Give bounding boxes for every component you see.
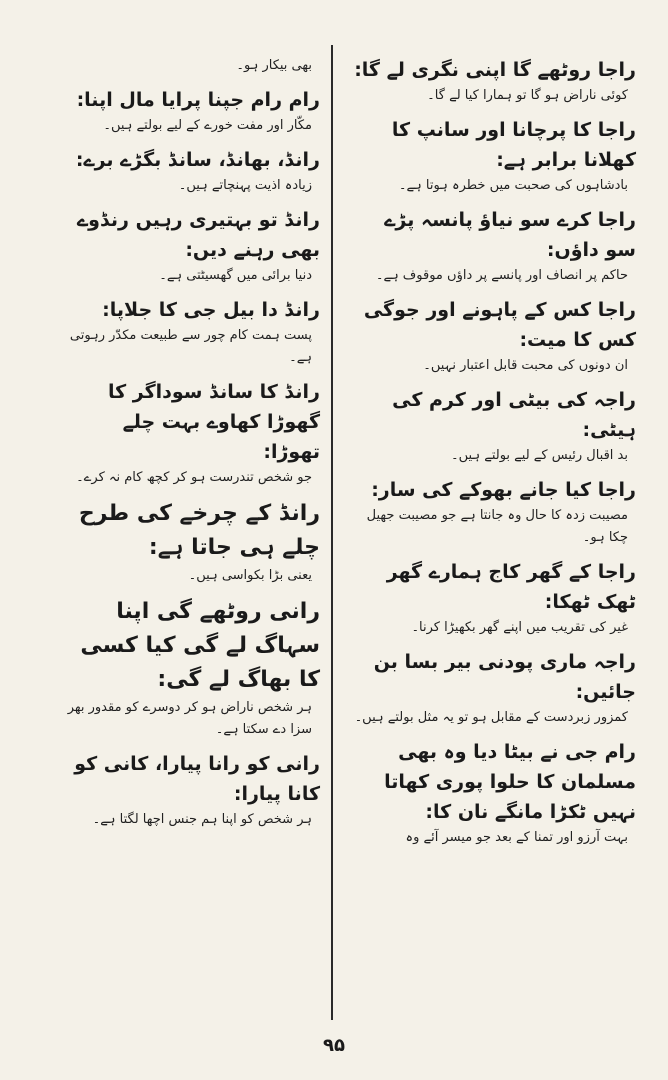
entry	[62, 749, 320, 831]
proverb-heading: راجہ ماری پودنی بیر بسا بن جائیں:	[373, 651, 636, 703]
entry	[62, 145, 320, 197]
proverb-meaning: کوئی ناراض ہو گا تو ہمارا کیا لے گا۔	[427, 88, 628, 103]
proverb-meaning: کمزور زبردست کے مقابل ہو تو یہ مثل بولتے ہیں۔	[354, 710, 628, 725]
proverb-heading: رام جی نے بیٹا دیا وہ بھی مسلمان کا حلوا پوری کھاتا نہیں ٹکڑا مانگے نان کا:	[384, 741, 636, 823]
proverb-meaning: زیادہ اذیت پہنچاتے ہیں۔	[178, 178, 312, 193]
proverb-meaning: دنیا برائی میں گھسیٹتی ہے۔	[159, 268, 312, 283]
entry	[348, 737, 636, 849]
entry	[62, 55, 320, 77]
entry	[62, 497, 320, 587]
entry	[62, 377, 320, 489]
proverb-meaning: حاکم پر انصاف اور پانسے پر داؤں موقوف ہے۔	[375, 268, 628, 283]
proverb-meaning: یعنی بڑا بکواسی ہیں۔	[188, 568, 312, 583]
proverb-heading: راجا کس کے پاہونے اور جوگی کس کا میت:	[363, 299, 636, 351]
proverb-heading: رانی کو رانا پیارا، کانی کو کانا پیارا:	[74, 753, 320, 805]
proverb-heading: رانڈ تو بہتیری رہیں رنڈوے بھی رہنے دیں:	[77, 209, 320, 261]
proverb-heading: راجا کرے سو نیاؤ پانسہ پڑے سو داؤں:	[384, 209, 636, 261]
proverb-meaning: ان دونوں کی محبت قابل اعتبار نہیں۔	[423, 358, 628, 373]
entry	[348, 205, 636, 287]
entry	[348, 647, 636, 729]
proverb-meaning: مصیبت زدہ کا حال وہ جانتا ہے جو مصیبت جھیل چکا ہو۔	[366, 508, 628, 545]
proverb-heading: رانڈ دا بیل جی کا جلاپا:	[102, 299, 320, 321]
proverb-meaning: بہت آرزو اور تمنا کے بعد جو میسر آئے وہ	[405, 830, 628, 845]
proverb-heading: راجا روٹھے گا اپنی نگری لے گا:	[354, 59, 636, 81]
entry	[348, 385, 636, 467]
proverb-meaning: غیر کی تقریب میں اپنے گھر بکھیڑا کرنا۔	[411, 620, 628, 635]
proverb-heading: راجا کیا جانے بھوکے کی سار:	[371, 479, 636, 501]
left-column	[62, 55, 320, 839]
proverb-heading: راجہ کی بیٹی اور کرم کی ہیٹی:	[392, 389, 636, 441]
proverb-meaning: ہر شخص ناراض ہو کر دوسرے کو مقدور بھر سزا دے سکتا ہے۔	[67, 700, 312, 737]
entry	[62, 85, 320, 137]
entry	[62, 595, 320, 741]
proverb-meaning: مکّار اور مفت خورے کے لیے بولتے ہیں۔	[103, 118, 312, 133]
proverb-heading: راجا کا پرچانا اور سانپ کا کھلانا برابر ہے:	[391, 119, 636, 171]
proverb-meaning: بد اقبال رئیس کے لیے بولتے ہیں۔	[451, 448, 628, 463]
proverb-heading: رانی روٹھے گی اپنا سہاگ لے گی کیا کسی کا بھاگ لے گی:	[80, 599, 320, 692]
entry	[348, 475, 636, 549]
proverb-heading: رانڈ، بھانڈ، سانڈ بگڑے برے:	[75, 149, 320, 171]
entry	[348, 557, 636, 639]
entry	[62, 205, 320, 287]
proverb-meaning: بادشاہوں کی صحبت میں خطرہ ہوتا ہے۔	[398, 178, 628, 193]
proverb-heading: رانڈ کا سانڈ سوداگر کا گھوڑا کھاوے بہت چلے تھوڑا:	[107, 381, 320, 463]
proverb-meaning: جو شخص تندرست ہو کر کچھ کام نہ کرے۔	[76, 470, 312, 485]
proverb-meaning: ہر شخص کو اپنا ہم جنس اچھا لگتا ہے۔	[92, 812, 312, 827]
column-divider	[331, 45, 333, 1020]
entry	[348, 55, 636, 107]
entry	[348, 115, 636, 197]
entry	[62, 295, 320, 369]
entry	[348, 295, 636, 377]
proverb-heading: رام رام جپنا پرایا مال اپنا:	[76, 89, 320, 111]
page-number: ۹۵	[323, 1035, 345, 1056]
proverb-heading: راجا کے گھر کاج ہمارے گھر ٹھک ٹھکا:	[386, 561, 636, 613]
proverb-meaning-continued: بھی بیکار ہو۔	[236, 58, 312, 73]
proverb-heading: رانڈ کے چرخے کی طرح چلے ہی جاتا ہے:	[78, 501, 320, 560]
proverb-meaning: پست ہمت کام چور سے طبیعت مکدّر رہوتی ہے۔	[69, 328, 312, 365]
right-column	[348, 55, 636, 857]
